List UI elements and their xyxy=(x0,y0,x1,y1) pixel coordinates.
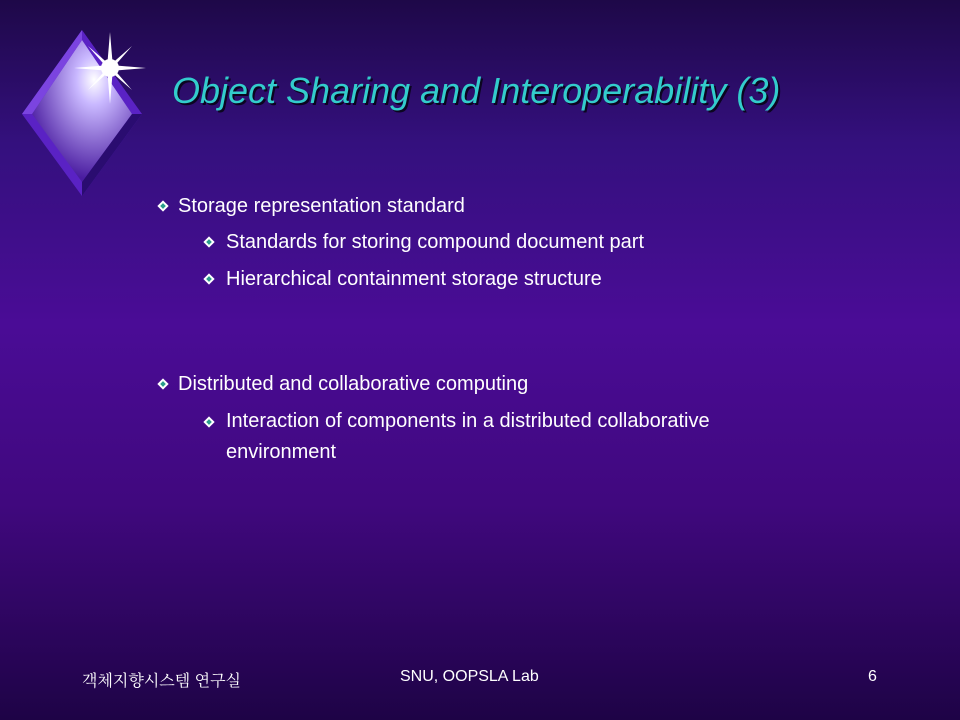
bullet-icon xyxy=(157,378,168,389)
section-heading: Storage representation standard xyxy=(178,195,465,217)
page-number: 6 xyxy=(868,668,877,685)
bullet-icon xyxy=(157,200,168,211)
footer-lab-name: 객체지향시스템 연구실 xyxy=(82,673,242,690)
list-item: Standards for storing compound document part xyxy=(226,231,645,253)
list-item: Interaction of components in a distributed collaborative xyxy=(226,410,710,432)
list-item-continuation: environment xyxy=(226,441,337,463)
slide-title: Object Sharing and Interoperability (3) xyxy=(172,70,781,111)
section-heading: Distributed and collaborative computing xyxy=(178,373,529,395)
bullet-icon xyxy=(203,416,214,427)
footer-organization: SNU, OOPSLA Lab xyxy=(400,668,539,685)
bullet-icon xyxy=(203,273,214,284)
bullet-icon xyxy=(203,236,214,247)
list-item: Hierarchical containment storage structure xyxy=(226,268,602,290)
